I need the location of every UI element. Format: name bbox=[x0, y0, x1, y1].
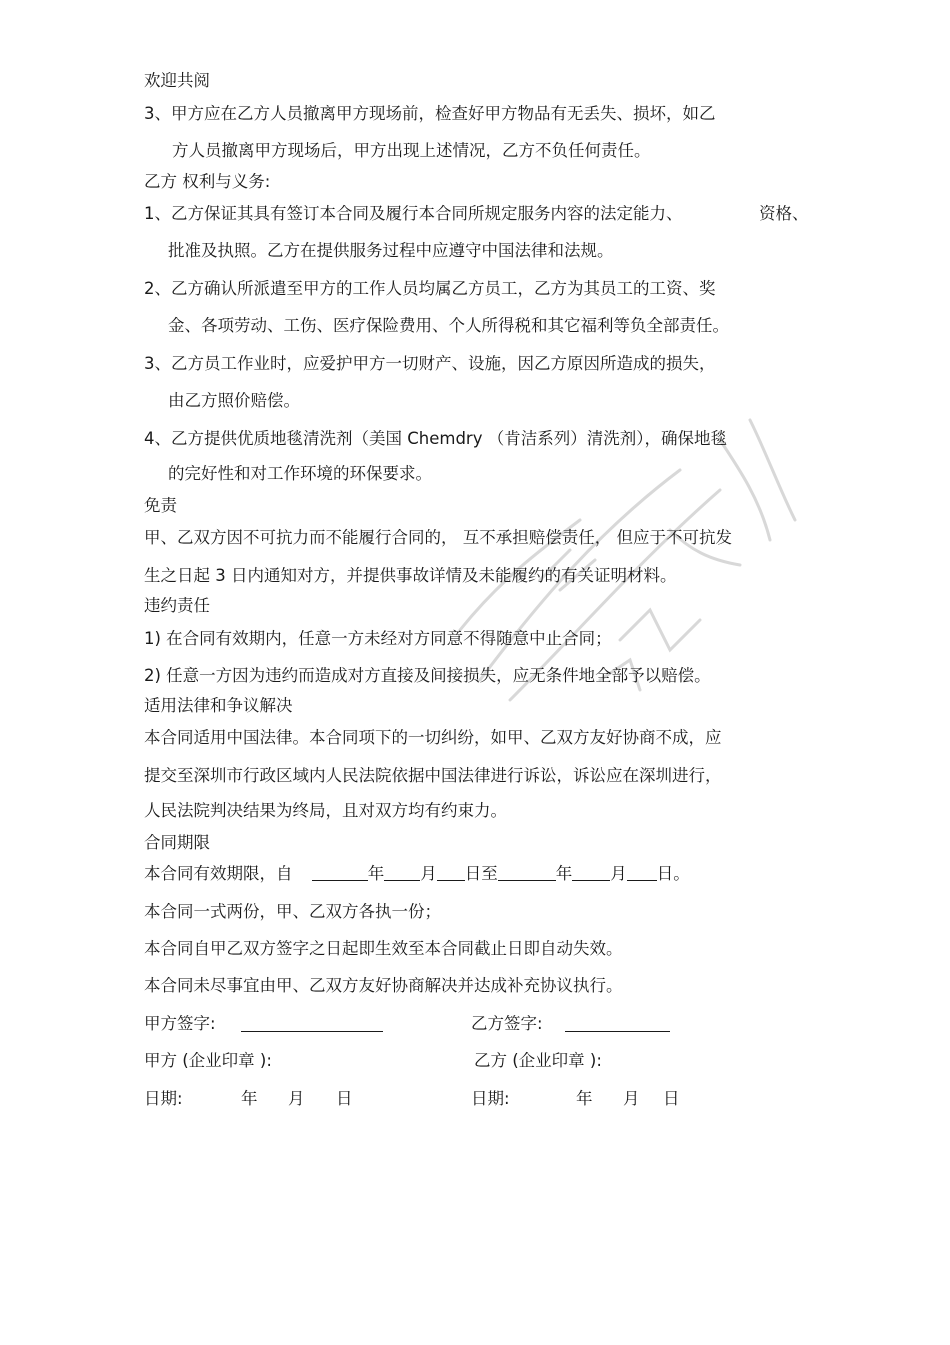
disclaimer-line2: 生之日起 3 日内通知对方，并提供事故详情及未能履约的有关证明材料。 bbox=[144, 566, 677, 585]
start-day-blank[interactable] bbox=[437, 864, 465, 881]
party-b-signature-line[interactable] bbox=[565, 1031, 670, 1032]
party-a-date-day: 日 bbox=[336, 1089, 353, 1108]
term-effective-line: 本合同自甲乙双方签字之日起即生效至本合同截止日即自动失效。 bbox=[144, 939, 623, 958]
term-month-label: 月 bbox=[420, 864, 437, 883]
party-b-date-label: 日期: bbox=[471, 1089, 510, 1108]
party-b-item1-line1: 1、乙方保证其具有签订本合同及履行本合同所规定服务内容的法定能力、 bbox=[144, 204, 683, 223]
party-b-item4-line2: 的完好性和对工作环境的环保要求。 bbox=[168, 464, 432, 483]
party-b-signature-label: 乙方签字: bbox=[471, 1014, 543, 1033]
end-month-blank[interactable] bbox=[572, 864, 610, 881]
law-line2: 提交至深圳市行政区域内人民法院依据中国法律进行诉讼，诉讼应在深圳进行， bbox=[144, 766, 722, 785]
party-b-item2-line2: 金、各项劳动、工伤、医疗保险费用、个人所得税和其它福利等负全部责任。 bbox=[168, 316, 729, 335]
party-a-signature-label: 甲方签字: bbox=[144, 1014, 216, 1033]
party-a-item3-line2: 方人员撤离甲方现场后，甲方出现上述情况，乙方不负任何责任。 bbox=[172, 141, 651, 160]
end-year-blank[interactable] bbox=[498, 864, 556, 881]
term-month-label-2: 月 bbox=[610, 864, 627, 883]
start-month-blank[interactable] bbox=[384, 864, 420, 881]
party-b-date-year: 年 bbox=[576, 1089, 593, 1108]
term-heading: 合同期限 bbox=[144, 833, 210, 852]
party-b-date-day: 日 bbox=[663, 1089, 680, 1108]
party-b-item1-line1-end: 资格、 bbox=[759, 204, 809, 223]
law-line1: 本合同适用中国法律。本合同项下的一切纠纷，如甲、乙双方友好协商不成，应 bbox=[144, 728, 722, 747]
breach-item1: 1) 在合同有效期内，任意一方未经对方同意不得随意中止合同； bbox=[144, 629, 612, 648]
term-copies-line: 本合同一式两份，甲、乙双方各执一份； bbox=[144, 902, 441, 921]
term-day-to-label: 日至 bbox=[464, 864, 498, 883]
term-supplement-line: 本合同未尽事宜由甲、乙双方友好协商解决并达成补充协议执行。 bbox=[144, 976, 623, 995]
law-line3: 人民法院判决结果为终局，且对双方均有约束力。 bbox=[144, 801, 507, 820]
party-b-item2-line1: 2、乙方确认所派遣至甲方的工作人员均属乙方员工，乙方为其员工的工资、奖 bbox=[144, 279, 716, 298]
party-b-item3-line1: 3、乙方员工作业时，应爱护甲方一切财产、设施，因乙方原因所造成的损失， bbox=[144, 354, 716, 373]
breach-heading: 违约责任 bbox=[144, 596, 210, 615]
party-b-date-month: 月 bbox=[623, 1089, 640, 1108]
party-b-item4-line1: 4、乙方提供优质地毯清洗剂（美国 Chemdry （肯洁系列）清洗剂），确保地毯 bbox=[144, 429, 727, 448]
term-period-prefix: 本合同有效期限，自 bbox=[144, 864, 293, 883]
party-a-date-year: 年 bbox=[241, 1089, 258, 1108]
disclaimer-heading: 免责 bbox=[144, 496, 177, 515]
end-day-blank[interactable] bbox=[627, 864, 657, 881]
breach-item2: 2) 任意一方因为违约而造成对方直接及间接损失，应无条件地全部予以赔偿。 bbox=[144, 666, 711, 685]
disclaimer-line1: 甲、乙双方因不可抗力而不能履行合同的， 互不承担赔偿责任， 但应于不可抗发 bbox=[144, 528, 732, 547]
party-b-item1-line2: 批准及执照。乙方在提供服务过程中应遵守中国法律和法规。 bbox=[168, 241, 614, 260]
term-period-line bbox=[144, 863, 690, 885]
start-year-blank[interactable] bbox=[312, 864, 368, 881]
party-a-date-label: 日期: bbox=[144, 1089, 183, 1108]
party-b-item3-line2: 由乙方照价赔偿。 bbox=[168, 391, 300, 410]
party-a-seal-label: 甲方 (企业印章 ): bbox=[144, 1051, 272, 1070]
term-year-label: 年 bbox=[367, 864, 385, 883]
law-heading: 适用法律和争议解决 bbox=[144, 696, 293, 715]
party-a-signature-line[interactable] bbox=[241, 1031, 383, 1032]
term-year-label-2: 年 bbox=[555, 864, 573, 883]
party-a-item3-line1: 3、甲方应在乙方人员撤离甲方现场前，检查好甲方物品有无丢失、损坏，如乙 bbox=[144, 104, 716, 123]
header-text: 欢迎共阅 bbox=[144, 71, 210, 90]
term-day-end-label: 日。 bbox=[656, 864, 690, 883]
party-a-date-month: 月 bbox=[288, 1089, 305, 1108]
party-b-seal-label: 乙方 (企业印章 ): bbox=[474, 1051, 602, 1070]
party-b-heading: 乙方 权利与义务: bbox=[144, 172, 271, 191]
